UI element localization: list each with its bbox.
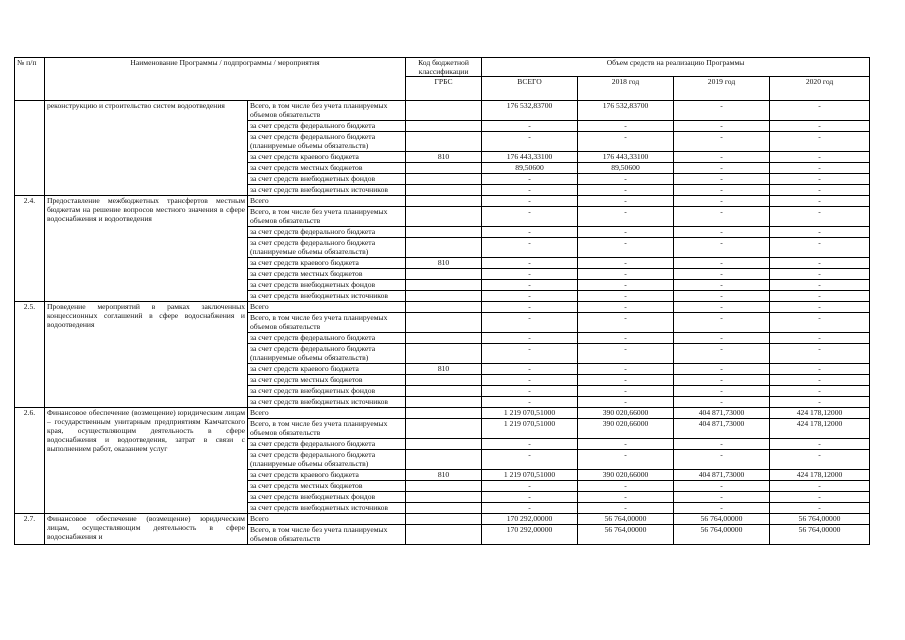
value-2018: - xyxy=(578,439,674,450)
value-2019: - xyxy=(674,258,770,269)
value-2020: - xyxy=(770,386,870,397)
header-name: Наименование Программы / подпрограммы / мероприятия xyxy=(45,58,406,101)
budget-code xyxy=(406,269,482,280)
budget-code: 810 xyxy=(406,364,482,375)
value-2019: 404 871,73000 xyxy=(674,408,770,419)
table-row xyxy=(15,196,870,207)
value-2020: - xyxy=(770,481,870,492)
funding-source: за счет средств местных бюджетов xyxy=(248,163,406,174)
value-2020: - xyxy=(770,121,870,132)
budget-code xyxy=(406,280,482,291)
value-2019: - xyxy=(674,121,770,132)
value-total: - xyxy=(482,364,578,375)
item-number: 2.6. xyxy=(15,408,45,514)
value-2019: - xyxy=(674,196,770,207)
value-2018: - xyxy=(578,185,674,196)
value-2019: - xyxy=(674,163,770,174)
value-2019: - xyxy=(674,397,770,408)
budget-code xyxy=(406,525,482,545)
value-total: - xyxy=(482,344,578,364)
value-total: - xyxy=(482,302,578,313)
budget-code xyxy=(406,492,482,503)
budget-code xyxy=(406,238,482,258)
value-2018: 390 020,66000 xyxy=(578,408,674,419)
value-2019: - xyxy=(674,152,770,163)
budget-code xyxy=(406,419,482,439)
item-number: 2.4. xyxy=(15,196,45,302)
value-2019: - xyxy=(674,313,770,333)
value-2019: 404 871,73000 xyxy=(674,419,770,439)
header-code-group: Код бюджетной классификации xyxy=(406,58,482,77)
budget-code xyxy=(406,503,482,514)
funding-source: за счет средств внебюджетных фондов xyxy=(248,386,406,397)
value-2020: - xyxy=(770,291,870,302)
value-total: 170 292,00000 xyxy=(482,514,578,525)
value-2020: - xyxy=(770,152,870,163)
value-2018: 390 020,66000 xyxy=(578,470,674,481)
value-2020: - xyxy=(770,163,870,174)
value-total: 89,50600 xyxy=(482,163,578,174)
funding-source: за счет средств местных бюджетов xyxy=(248,481,406,492)
value-2020: - xyxy=(770,302,870,313)
value-2018: - xyxy=(578,207,674,227)
value-2018: - xyxy=(578,269,674,280)
value-2019: - xyxy=(674,269,770,280)
value-2020: - xyxy=(770,344,870,364)
budget-code xyxy=(406,174,482,185)
funding-source: Всего, в том числе без учета планируемых объемов обязательств xyxy=(248,207,406,227)
value-2019: - xyxy=(674,227,770,238)
funding-source: за счет средств внебюджетных фондов xyxy=(248,174,406,185)
funding-source: за счет средств федерального бюджета (планируемые объемы обязательств) xyxy=(248,132,406,152)
value-2019: - xyxy=(674,450,770,470)
funding-source: за счет средств краевого бюджета xyxy=(248,258,406,269)
value-2018: - xyxy=(578,258,674,269)
budget-code xyxy=(406,163,482,174)
budget-code xyxy=(406,481,482,492)
budget-code xyxy=(406,386,482,397)
item-number xyxy=(15,101,45,196)
value-2018: - xyxy=(578,450,674,470)
value-2018: 56 764,00000 xyxy=(578,514,674,525)
value-2019: - xyxy=(674,185,770,196)
value-total: 176 443,33100 xyxy=(482,152,578,163)
funding-source: за счет средств внебюджетных источников xyxy=(248,397,406,408)
table-row xyxy=(15,408,870,419)
value-2019: 56 764,00000 xyxy=(674,514,770,525)
value-total: - xyxy=(482,492,578,503)
value-2020: - xyxy=(770,132,870,152)
value-2019: 404 871,73000 xyxy=(674,470,770,481)
value-2020: 424 178,12000 xyxy=(770,408,870,419)
value-2018: - xyxy=(578,503,674,514)
header-2018: 2018 год xyxy=(578,77,674,101)
budget-code: 810 xyxy=(406,470,482,481)
value-2018: - xyxy=(578,344,674,364)
funding-source: Всего xyxy=(248,514,406,525)
value-2020: - xyxy=(770,258,870,269)
budget-code: 810 xyxy=(406,152,482,163)
value-total: - xyxy=(482,196,578,207)
value-2019: - xyxy=(674,291,770,302)
value-2018: 176 443,33100 xyxy=(578,152,674,163)
value-2020: - xyxy=(770,364,870,375)
funding-source: за счет средств федерального бюджета xyxy=(248,121,406,132)
value-2018: 390 020,66000 xyxy=(578,419,674,439)
value-total: - xyxy=(482,386,578,397)
funding-source: Всего, в том числе без учета планируемых объемов обязательств xyxy=(248,419,406,439)
value-2018: 176 532,83700 xyxy=(578,101,674,121)
value-2018: - xyxy=(578,196,674,207)
value-2019: - xyxy=(674,492,770,503)
funding-source: Всего xyxy=(248,408,406,419)
value-2019: - xyxy=(674,174,770,185)
budget-table-sheet xyxy=(14,57,870,545)
value-2020: - xyxy=(770,101,870,121)
funding-source: за счет средств федерального бюджета (планируемые объемы обязательств) xyxy=(248,450,406,470)
value-2018: - xyxy=(578,375,674,386)
value-2019: - xyxy=(674,333,770,344)
value-2018: 56 764,00000 xyxy=(578,525,674,545)
value-2019: - xyxy=(674,364,770,375)
funding-source: за счет средств федерального бюджета xyxy=(248,227,406,238)
value-total: - xyxy=(482,481,578,492)
funding-source: Всего xyxy=(248,196,406,207)
header-volume-group: Объем средств на реализацию Программы xyxy=(482,58,870,77)
budget-code xyxy=(406,302,482,313)
header-2020: 2020 год xyxy=(770,77,870,101)
value-total: - xyxy=(482,291,578,302)
value-2019: - xyxy=(674,439,770,450)
funding-source: за счет средств внебюджетных фондов xyxy=(248,492,406,503)
value-2020: - xyxy=(770,207,870,227)
funding-source: за счет средств краевого бюджета xyxy=(248,364,406,375)
value-2020: - xyxy=(770,227,870,238)
value-2020: - xyxy=(770,185,870,196)
value-total: - xyxy=(482,258,578,269)
value-2020: 424 178,12000 xyxy=(770,470,870,481)
value-2020: - xyxy=(770,397,870,408)
funding-source: за счет средств федерального бюджета (планируемые объемы обязательств) xyxy=(248,344,406,364)
value-total: - xyxy=(482,375,578,386)
budget-code xyxy=(406,227,482,238)
funding-source: за счет средств местных бюджетов xyxy=(248,375,406,386)
budget-code: 810 xyxy=(406,258,482,269)
value-2020: - xyxy=(770,238,870,258)
value-total: - xyxy=(482,207,578,227)
value-2019: - xyxy=(674,280,770,291)
value-2018: - xyxy=(578,364,674,375)
value-total: - xyxy=(482,238,578,258)
value-2018: - xyxy=(578,238,674,258)
funding-source: за счет средств внебюджетных источников xyxy=(248,503,406,514)
item-name: реконструкцию и строительство систем водоотведения xyxy=(45,101,248,196)
funding-source: за счет средств внебюджетных фондов xyxy=(248,280,406,291)
value-2019: - xyxy=(674,481,770,492)
item-name: Финансовое обеспечение (возмещение) юридическим лицам – государственным унитарным предприятиям Камчатского края, осуществляющим деятельность в сфере водоснабжения и водоотведения, затрат в связи с выполнением работ, оказанием услуг xyxy=(45,408,248,514)
funding-source: Всего, в том числе без учета планируемых объемов обязательств xyxy=(248,525,406,545)
value-total: - xyxy=(482,185,578,196)
funding-source: за счет средств местных бюджетов xyxy=(248,269,406,280)
value-2018: - xyxy=(578,132,674,152)
value-2020: - xyxy=(770,174,870,185)
value-total: - xyxy=(482,132,578,152)
value-2020: - xyxy=(770,196,870,207)
item-number: 2.5. xyxy=(15,302,45,408)
header-no: № п/п xyxy=(15,58,45,101)
budget-code xyxy=(406,375,482,386)
budget-table xyxy=(14,57,870,545)
value-2020: - xyxy=(770,439,870,450)
funding-source: за счет средств федерального бюджета xyxy=(248,333,406,344)
budget-code xyxy=(406,344,482,364)
header-total: ВСЕГО xyxy=(482,77,578,101)
value-total: 1 219 070,51000 xyxy=(482,408,578,419)
table-row xyxy=(15,514,870,525)
value-total: 1 219 070,51000 xyxy=(482,419,578,439)
value-2018: 89,50600 xyxy=(578,163,674,174)
item-name: Предоставление межбюджетных трансфертов местным бюджетам на решение вопросов местного значения в сфере водоснабжения и водоотведения xyxy=(45,196,248,302)
value-total: 1 219 070,51000 xyxy=(482,470,578,481)
funding-source: Всего, в том числе без учета планируемых объемов обязательств xyxy=(248,313,406,333)
value-total: - xyxy=(482,174,578,185)
funding-source: за счет средств краевого бюджета xyxy=(248,152,406,163)
value-2019: - xyxy=(674,101,770,121)
value-2019: - xyxy=(674,386,770,397)
budget-code xyxy=(406,196,482,207)
value-total: - xyxy=(482,269,578,280)
item-name: Финансовое обеспечение (возмещение) юридическим лицам, осуществляющим деятельность в сфере водоснабжения и xyxy=(45,514,248,545)
value-2019: - xyxy=(674,207,770,227)
value-2018: - xyxy=(578,227,674,238)
value-total: - xyxy=(482,503,578,514)
value-2019: - xyxy=(674,238,770,258)
value-2020: - xyxy=(770,492,870,503)
value-2018: - xyxy=(578,333,674,344)
funding-source: за счет средств федерального бюджета (планируемые объемы обязательств) xyxy=(248,238,406,258)
funding-source: за счет средств внебюджетных источников xyxy=(248,291,406,302)
value-total: - xyxy=(482,397,578,408)
funding-source: за счет средств внебюджетных источников xyxy=(248,185,406,196)
budget-code xyxy=(406,439,482,450)
value-2018: - xyxy=(578,302,674,313)
value-total: - xyxy=(482,121,578,132)
value-total: - xyxy=(482,227,578,238)
value-2020: - xyxy=(770,313,870,333)
value-2019: 56 764,00000 xyxy=(674,525,770,545)
funding-source: за счет средств федерального бюджета xyxy=(248,439,406,450)
value-2019: - xyxy=(674,344,770,364)
value-total: 170 292,00000 xyxy=(482,525,578,545)
header-row-1 xyxy=(15,58,870,77)
budget-code xyxy=(406,185,482,196)
value-2020: 56 764,00000 xyxy=(770,525,870,545)
value-total: - xyxy=(482,450,578,470)
value-total: - xyxy=(482,439,578,450)
item-name: Проведение мероприятий в рамках заключенных концессионных соглашений в сфере водоснабжения и водоотведения xyxy=(45,302,248,408)
value-2018: - xyxy=(578,121,674,132)
value-2020: 56 764,00000 xyxy=(770,514,870,525)
value-2018: - xyxy=(578,291,674,302)
value-2020: - xyxy=(770,269,870,280)
value-2020: 424 178,12000 xyxy=(770,419,870,439)
value-2020: - xyxy=(770,503,870,514)
value-2018: - xyxy=(578,386,674,397)
header-2019: 2019 год xyxy=(674,77,770,101)
value-2018: - xyxy=(578,481,674,492)
budget-code xyxy=(406,101,482,121)
value-total: - xyxy=(482,280,578,291)
budget-code xyxy=(406,333,482,344)
value-2020: - xyxy=(770,280,870,291)
budget-code xyxy=(406,207,482,227)
budget-code xyxy=(406,313,482,333)
budget-code xyxy=(406,450,482,470)
value-total: 176 532,83700 xyxy=(482,101,578,121)
value-2018: - xyxy=(578,174,674,185)
funding-source: Всего xyxy=(248,302,406,313)
value-2019: - xyxy=(674,375,770,386)
value-2018: - xyxy=(578,280,674,291)
item-number: 2.7. xyxy=(15,514,45,545)
funding-source: Всего, в том числе без учета планируемых объемов обязательств xyxy=(248,101,406,121)
table-row xyxy=(15,302,870,313)
funding-source: за счет средств краевого бюджета xyxy=(248,470,406,481)
value-total: - xyxy=(482,333,578,344)
value-2020: - xyxy=(770,450,870,470)
table-row xyxy=(15,101,870,121)
value-2018: - xyxy=(578,313,674,333)
budget-code xyxy=(406,397,482,408)
header-code: ГРБС xyxy=(406,77,482,101)
value-2019: - xyxy=(674,503,770,514)
budget-code xyxy=(406,121,482,132)
budget-code xyxy=(406,408,482,419)
value-total: - xyxy=(482,313,578,333)
value-2020: - xyxy=(770,375,870,386)
value-2018: - xyxy=(578,397,674,408)
budget-code xyxy=(406,132,482,152)
value-2019: - xyxy=(674,132,770,152)
value-2020: - xyxy=(770,333,870,344)
value-2018: - xyxy=(578,492,674,503)
budget-code xyxy=(406,514,482,525)
value-2019: - xyxy=(674,302,770,313)
budget-code xyxy=(406,291,482,302)
